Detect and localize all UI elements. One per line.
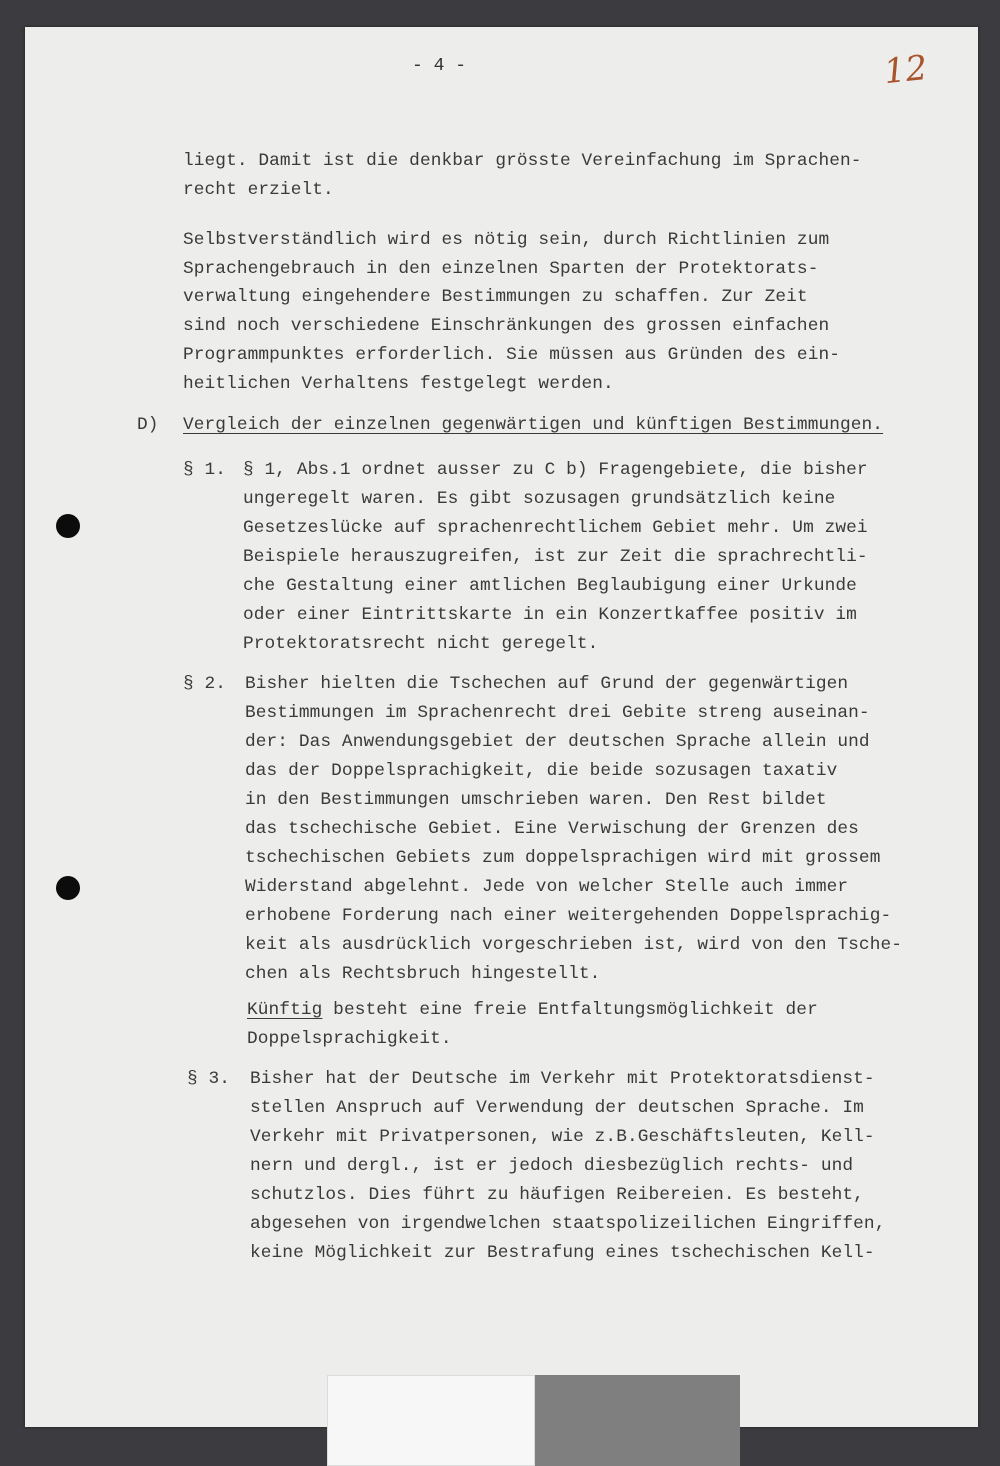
text-line: Widerstand abgelehnt. Jede von welcher Stelle auch immer — [245, 877, 849, 897]
text-line: chen als Rechtsbruch hingestellt. — [245, 964, 601, 984]
paragraph-label: § 1. — [183, 460, 227, 480]
text-line: oder einer Eintrittskarte in ein Konzertkaffee positiv im — [243, 605, 857, 625]
text-line: das der Doppelsprachigkeit, die beide sozusagen taxativ — [245, 761, 838, 781]
text-line: keit als ausdrücklich vorgeschrieben ist, wird von den Tsche- — [245, 935, 902, 955]
text-line: Bisher hat der Deutsche im Verkehr mit Protektoratsdienst- — [250, 1069, 875, 1089]
text-line: Bestimmungen im Sprachenrecht drei Gebite streng auseinan- — [245, 703, 870, 723]
text-line: Verkehr mit Privatpersonen, wie z.B.Geschäftsleuten, Kell- — [250, 1127, 875, 1147]
text-line: tschechischen Gebiets zum doppelsprachigen wird mit grossem — [245, 848, 881, 868]
paragraph-label: § 2. — [183, 674, 227, 694]
text-line: heitlichen Verhaltens festgelegt werden. — [183, 374, 614, 394]
text-line: in den Bestimmungen umschrieben waren. Den Rest bildet — [245, 790, 827, 810]
text-line: ungeregelt waren. Es gibt sozusagen grundsätzlich keine — [243, 489, 836, 509]
white-calibration-patch — [327, 1375, 535, 1466]
text-line: liegt. Damit ist die denkbar grösste Vereinfachung im Sprachen- — [183, 151, 862, 171]
text-line: nern und dergl., ist er jedoch diesbezüglich rechts- und — [250, 1156, 854, 1176]
paragraph-label: § 3. — [187, 1069, 231, 1089]
section-label: D) — [137, 415, 159, 435]
text-line: Programmpunktes erforderlich. Sie müssen aus Gründen des ein- — [183, 345, 840, 365]
text-line: che Gestaltung einer amtlichen Beglaubigung einer Urkunde — [243, 576, 857, 596]
text-line: § 1, Abs.1 ordnet ausser zu C b) Fragengebiete, die bisher — [243, 460, 868, 480]
text-line: Sprachengebrauch in den einzelnen Sparten der Protektorats- — [183, 259, 819, 279]
text-line: Doppelsprachigkeit. — [247, 1029, 452, 1049]
gray-calibration-patch — [535, 1375, 740, 1466]
text-line: Gesetzeslücke auf sprachenrechtlichem Gebiet mehr. Um zwei — [243, 518, 868, 538]
handwritten-page-number: 12 — [882, 47, 930, 93]
text-span: besteht eine freie Entfaltungsmöglichkeit der — [322, 1000, 818, 1020]
text-line: erhobene Forderung nach einer weitergehenden Doppelsprachig- — [245, 906, 892, 926]
text-line — [247, 996, 818, 1025]
text-line: Beispiele herauszugreifen, ist zur Zeit die sprachrechtli- — [243, 547, 868, 567]
text-line: stellen Anspruch auf Verwendung der deutschen Sprache. Im — [250, 1098, 864, 1118]
section-heading: Vergleich der einzelnen gegenwärtigen und künftigen Bestimmungen. — [183, 415, 884, 435]
text-line: schutzlos. Dies führt zu häufigen Reibereien. Es besteht, — [250, 1185, 864, 1205]
text-line: Bisher hielten die Tschechen auf Grund der gegenwärtigen — [245, 674, 849, 694]
text-line: abgesehen von irgendwelchen staatspolizeilichen Eingriffen, — [250, 1214, 886, 1234]
text-line: sind noch verschiedene Einschränkungen des grossen einfachen — [183, 316, 830, 336]
text-line: das tschechische Gebiet. Eine Verwischung der Grenzen des — [245, 819, 859, 839]
text-line: der: Das Anwendungsgebiet der deutschen Sprache allein und — [245, 732, 870, 752]
page-number: - 4 - — [412, 56, 467, 76]
text-line: Protektoratsrecht nicht geregelt. — [243, 634, 599, 654]
text-line: Selbstverständlich wird es nötig sein, durch Richtlinien zum — [183, 230, 830, 250]
text-line: keine Möglichkeit zur Bestrafung eines tschechischen Kell- — [250, 1243, 875, 1263]
text-line: verwaltung eingehendere Bestimmungen zu schaffen. Zur Zeit — [183, 287, 808, 307]
text-line: recht erzielt. — [183, 180, 334, 200]
punch-hole — [56, 514, 80, 538]
emphasis-word: Künftig — [247, 1000, 323, 1020]
punch-hole — [56, 876, 80, 900]
